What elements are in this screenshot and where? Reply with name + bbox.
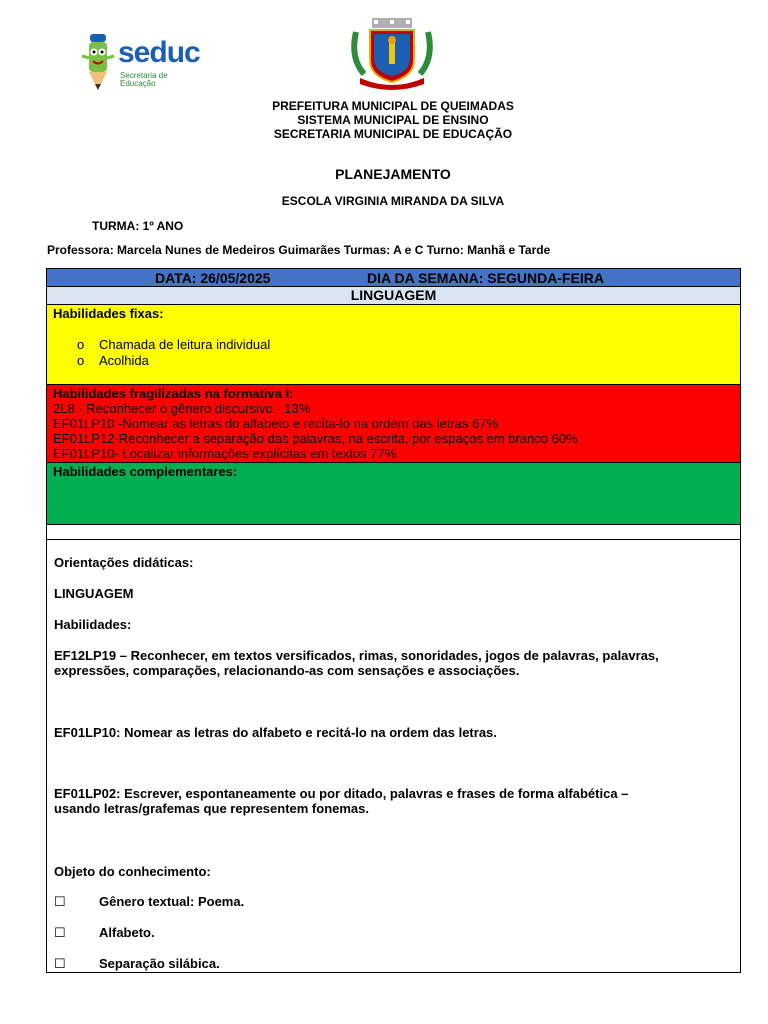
- turma-label: TURMA: 1º ANO: [92, 219, 184, 233]
- header-line-secretaria: SECRETARIA MUNICIPAL DE EDUCAÇÃO: [273, 127, 513, 141]
- weak-skill-item: 2L8 - Reconhecer o gênero discursivo - 13%: [53, 401, 311, 416]
- weak-skill-item: EF01LP10- Localizar informações explícitas em textos 77%: [53, 446, 397, 461]
- empty-row: [47, 525, 740, 540]
- fixed-skills-row: [47, 305, 740, 385]
- seduc-logo: [78, 30, 208, 92]
- knowledge-item: ☐ Separação silábica.: [54, 956, 220, 971]
- knowledge-item: ☐ Alfabeto.: [54, 925, 155, 940]
- institution-header: [0, 99, 768, 141]
- date-value: DATA: 26/05/2025: [155, 270, 271, 286]
- checkbox-icon: ☐: [54, 925, 66, 940]
- didactic-guidelines-cell: [47, 540, 740, 972]
- planning-table: [46, 268, 741, 973]
- knowledge-object-heading: Objeto do conhecimento:: [54, 864, 211, 879]
- weak-skill-item: EF01LP10 -Nomear as letras do alfabeto e recita-lo na ordem das letras 67%: [53, 416, 499, 431]
- knowledge-item: ☐ Gênero textual: Poema.: [54, 894, 245, 909]
- skill-ef01lp02: EF01LP02: Escrever, espontaneamente ou por ditado, palavras e frases de forma alfabética – usando letras/grafemas que representem fonemas.: [54, 786, 629, 816]
- teacher-info: Professora: Marcela Nunes de Medeiros Guimarães Turmas: A e C Turno: Manhã e Tarde: [47, 243, 551, 257]
- skill-ef12lp19: EF12LP19 – Reconhecer, em textos versificados, rimas, sonoridades, jogos de palavras, palavras, expressões, comparações, relacionando-as com sensações e associações.: [54, 648, 659, 678]
- complementary-skills-label: Habilidades complementares:: [53, 464, 238, 479]
- weak-skill-item: EF01LP12-Reconhecer a separação das palavras, na escrita, por espaços em branco 60%: [53, 431, 578, 446]
- checkbox-icon: ☐: [54, 956, 66, 971]
- municipal-coat-of-arms-icon: [350, 18, 434, 90]
- guidelines-area: LINGUAGEM: [54, 586, 134, 601]
- weekday-value: DIA DA SEMANA: SEGUNDA-FEIRA: [367, 270, 604, 286]
- header-line-prefeitura: PREFEITURA MUNICIPAL DE QUEIMADAS: [272, 99, 514, 113]
- weak-skills-row: [47, 385, 740, 463]
- date-row: [47, 269, 740, 287]
- area-row: LINGUAGEM: [47, 287, 740, 305]
- header-line-sistema: SISTEMA MUNICIPAL DE ENSINO: [297, 113, 489, 127]
- weak-skills-label: Habilidades fragilizadas na formativa I:: [53, 386, 294, 401]
- circle-bullet-icon: o: [77, 353, 85, 368]
- pencil-mascot-icon: [80, 34, 116, 90]
- fixed-skills-list: [53, 337, 734, 369]
- list-item: o Acolhida: [77, 353, 149, 368]
- document-title: PLANEJAMENTO: [335, 166, 451, 182]
- guidelines-heading: Orientações didáticas:: [54, 555, 194, 570]
- circle-bullet-icon: o: [77, 337, 85, 352]
- complementary-skills-row: [47, 463, 740, 525]
- seduc-wordmark: seduc: [118, 36, 200, 69]
- seduc-subtitle: Secretaria de Educação: [120, 71, 168, 88]
- fixed-skills-label: Habilidades fixas:: [53, 306, 164, 321]
- skills-heading: Habilidades:: [54, 617, 132, 632]
- school-name: ESCOLA VIRGINIA MIRANDA DA SILVA: [281, 194, 505, 208]
- checkbox-icon: ☐: [54, 894, 66, 909]
- list-item: o Chamada de leitura individual: [77, 337, 271, 352]
- skill-ef01lp10: EF01LP10: Nomear as letras do alfabeto e recitá-lo na ordem das letras.: [54, 725, 497, 740]
